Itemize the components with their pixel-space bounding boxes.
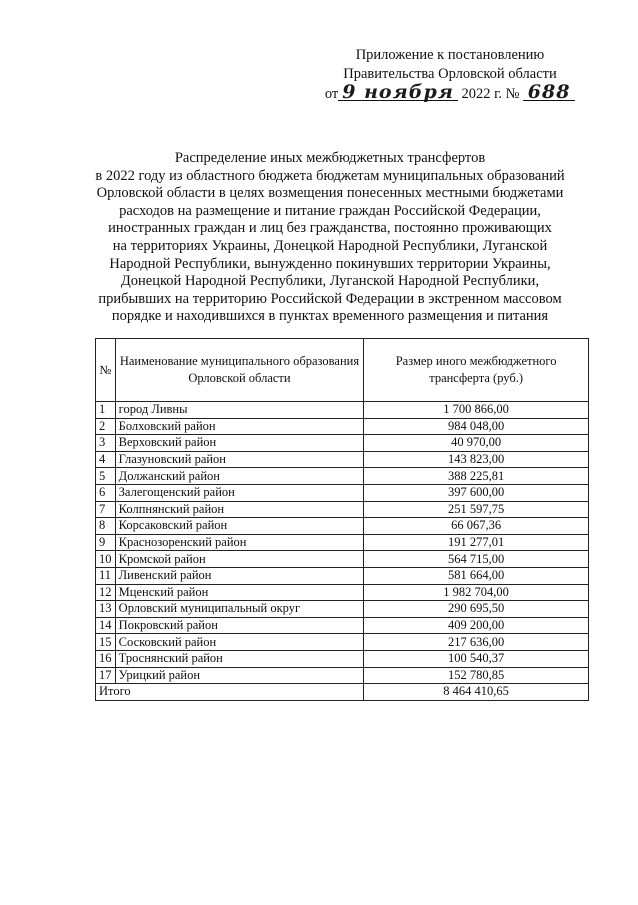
row-value: 66 067,36 bbox=[364, 518, 589, 535]
title-line: Распределение иных межбюджетных трансфертов bbox=[174, 150, 486, 166]
row-value: 40 970,00 bbox=[364, 435, 589, 452]
row-number: 15 bbox=[96, 634, 116, 651]
title-line: порядке и находившихся в пунктах временного размещения и питания bbox=[111, 308, 549, 325]
title-line: Народной Республики, вынужденно покинувших территории Украины, bbox=[109, 255, 551, 272]
row-value: 564 715,00 bbox=[364, 551, 589, 568]
table-row bbox=[96, 634, 589, 651]
handwritten-number: 688 bbox=[523, 84, 575, 101]
table-row bbox=[96, 402, 589, 419]
table-row bbox=[96, 468, 589, 485]
row-number: 14 bbox=[96, 617, 116, 634]
row-name: Должанский район bbox=[115, 468, 364, 485]
table-row bbox=[96, 451, 589, 468]
annex-date-line bbox=[300, 81, 600, 104]
table-row bbox=[96, 501, 589, 518]
table-row bbox=[96, 617, 589, 634]
row-value: 1 700 866,00 bbox=[364, 402, 589, 419]
title-line: Донецкой Народной Республики, Луганской Народной Республики, bbox=[120, 273, 540, 290]
header-name: Наименование муниципального образования Орловской области bbox=[115, 339, 364, 402]
header-value: Размер иного межбюджетного трансферта (руб.) bbox=[364, 339, 589, 402]
row-name: Сосковский район bbox=[115, 634, 364, 651]
row-value: 143 823,00 bbox=[364, 451, 589, 468]
row-number: 13 bbox=[96, 601, 116, 618]
row-value: 388 225,81 bbox=[364, 468, 589, 485]
table-row bbox=[96, 584, 589, 601]
table-row bbox=[96, 418, 589, 435]
row-name: Мценский район bbox=[115, 584, 364, 601]
row-name: Покровский район bbox=[115, 617, 364, 634]
row-name: Троснянский район bbox=[115, 650, 364, 667]
row-name: Урицкий район bbox=[115, 667, 364, 684]
title-line: иностранных граждан и лиц без гражданства, постоянно проживающих bbox=[108, 220, 552, 237]
row-name: Орловский муниципальный округ bbox=[115, 601, 364, 618]
row-number: 5 bbox=[96, 468, 116, 485]
row-name: Колпнянский район bbox=[115, 501, 364, 518]
table-row bbox=[96, 567, 589, 584]
table-row bbox=[96, 667, 589, 684]
row-name: Кромской район bbox=[115, 551, 364, 568]
document-title bbox=[70, 150, 590, 326]
annex-line-2: Правительства Орловской области bbox=[343, 66, 557, 82]
row-number: 16 bbox=[96, 650, 116, 667]
row-number: 11 bbox=[96, 567, 116, 584]
row-number: 3 bbox=[96, 435, 116, 452]
row-name: Краснозоренский район bbox=[115, 534, 364, 551]
row-number: 1 bbox=[96, 402, 116, 419]
row-number: 7 bbox=[96, 501, 116, 518]
title-line: на территориях Украины, Донецкой Народной Республики, Луганской bbox=[112, 237, 548, 254]
row-value: 217 636,00 bbox=[364, 634, 589, 651]
table-row bbox=[96, 650, 589, 667]
row-name: Глазуновский район bbox=[115, 451, 364, 468]
distribution-table bbox=[95, 338, 589, 701]
row-value: 1 982 704,00 bbox=[364, 584, 589, 601]
row-value: 409 200,00 bbox=[364, 617, 589, 634]
header-number: № bbox=[96, 339, 116, 402]
table-body bbox=[96, 402, 589, 684]
date-prefix: от bbox=[324, 86, 339, 102]
table-row bbox=[96, 551, 589, 568]
row-number: 9 bbox=[96, 534, 116, 551]
row-name: Болховский район bbox=[115, 418, 364, 435]
row-value: 984 048,00 bbox=[364, 418, 589, 435]
table-row bbox=[96, 601, 589, 618]
table-row bbox=[96, 534, 589, 551]
row-number: 4 bbox=[96, 451, 116, 468]
row-value: 290 695,50 bbox=[364, 601, 589, 618]
title-line: расходов на размещение и питание граждан Российской Федерации, bbox=[119, 202, 541, 219]
row-value: 581 664,00 bbox=[364, 567, 589, 584]
table-row bbox=[96, 518, 589, 535]
year-text: 2022 г. № bbox=[461, 86, 520, 102]
row-number: 2 bbox=[96, 418, 116, 435]
row-number: 17 bbox=[96, 667, 116, 684]
row-number: 6 bbox=[96, 484, 116, 501]
row-name: Ливенский район bbox=[115, 567, 364, 584]
title-line: прибывших на территорию Российской Федерации в экстренном массовом bbox=[98, 290, 562, 307]
annex-line-1: Приложение к постановлению bbox=[355, 47, 545, 63]
row-name: Корсаковский район bbox=[115, 518, 364, 535]
row-number: 10 bbox=[96, 551, 116, 568]
title-line: в 2022 году из областного бюджета бюджетам муниципальных образований bbox=[95, 167, 565, 184]
row-number: 12 bbox=[96, 584, 116, 601]
row-value: 251 597,75 bbox=[364, 501, 589, 518]
row-value: 397 600,00 bbox=[364, 484, 589, 501]
row-number: 8 bbox=[96, 518, 116, 535]
table-row bbox=[96, 435, 589, 452]
row-value: 152 780,85 bbox=[364, 667, 589, 684]
row-value: 100 540,37 bbox=[364, 650, 589, 667]
row-value: 191 277,01 bbox=[364, 534, 589, 551]
row-name: Залегощенский район bbox=[115, 484, 364, 501]
annex-header bbox=[300, 46, 600, 104]
row-name: Верховский район bbox=[115, 435, 364, 452]
table-total-row bbox=[96, 684, 589, 701]
total-value: 8 464 410,65 bbox=[364, 684, 589, 701]
table-row bbox=[96, 484, 589, 501]
table-header-row bbox=[96, 339, 589, 402]
title-line: Орловской области в целях возмещения понесенных местными бюджетами bbox=[96, 185, 564, 202]
total-label: Итого bbox=[96, 684, 364, 701]
handwritten-date: 9 ноября bbox=[338, 84, 458, 101]
row-name: город Ливны bbox=[115, 402, 364, 419]
